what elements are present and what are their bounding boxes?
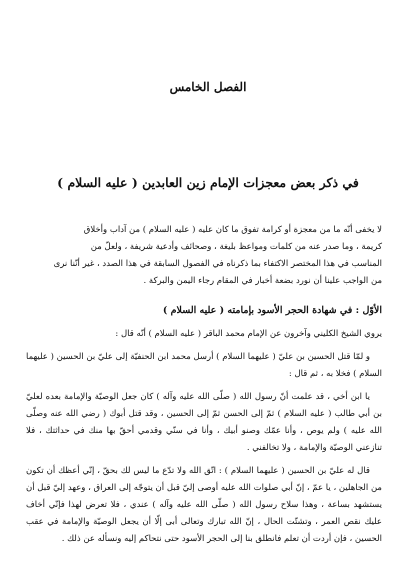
paragraph: و لمّا قتل الحسين بن عليّ ( عليهما السلام ) أرسل محمد ابن الحنفيّة إلى عليّ بن الحسين ( عليهما السلام ) فخلا به ، ثم قال :: [26, 352, 382, 379]
intro-line: لا يخفى أنّه ما من معجزة أو كرامة تفوق ما كان عليه ( عليه السلام ) من آداب وأخلاق: [83, 225, 382, 235]
intro-paragraph: [26, 222, 382, 290]
paragraph: قال له عليّ بن الحسين ( عليهما السلام ) : اتّق الله ولا تدّع ما ليس لك بحقّ ، إنّي أعظك أن تكون من الجاهلين ، يا عمّ ، إنّ أبي صلوات الله عليه أوصى إليّ قبل أن يتوجّه إلى العراق ، وعهد إليّ قبل أن يستشهد بساعة ، وهذا سلاح رسول الله ( صلّى الله عليه وآله ) عندي ، فلا تعرض لهذا فإنّي أخاف عليك نقص العمر ، وتشتّت الحال ، إنّ الله تبارك وتعالى أبى إلّا أن يجعل الوصيّة والإمامة في عقب الحسين ، فإن أردت أن تعلم فانطلق بنا إلى الحجر الأسود حتى نتحاكم إليه ونسأله عن ذلك .: [26, 466, 382, 544]
chapter-heading: الفصل الخامس: [169, 80, 247, 94]
paragraph: يروي الشيخ الكليني وآخرون عن الإمام محمد الباقر ( عليه السلام ) أنّه قال :: [115, 329, 382, 339]
paragraph: يا ابن أخي ، قد علمت أنّ رسول الله ( صلّى الله عليه وآله ) كان جعل الوصيّة والإمامة بعده لعليّ بن أبي طالب ( عليه السلام ) ثمّ إلى الحسن ثمّ إلى الحسين ، وقد قتل أبوك ( رضي الله عنه وصلّى الله عليه ) ولم يوص ، وأنا عمّك وصنو أبيك ، وأنا في سنّي وقدمي أحقّ بها منك في حداثتك ، فلا تنازعني الوصيّة والإمامة ، ولا تخالفني .: [26, 392, 382, 453]
intro-line: من الواجب علينا أن نورد بضعة أخبار في المقام رجاء اليمن والبركة .: [143, 276, 382, 286]
intro-line: المناسب في هذا المختصر الاكتفاء بما ذكرناه في الفصول السابقة في هذا الصدد ، غير أنّنا نرى: [53, 259, 382, 269]
main-text: [26, 326, 382, 548]
intro-line: كريمة ، وما صدر عنه من كلمات ومواعظ بليغة ، وصحائف وأدعية شريفة ، ولعلّ من: [90, 242, 382, 252]
section-heading: الأوّل : في شهادة الحجر الأسود بإمامته ( عليه السلام ): [162, 305, 382, 316]
chapter-title: في ذكر بعض معجزات الإمام زين العابدين ( عليه السلام ): [57, 175, 359, 190]
